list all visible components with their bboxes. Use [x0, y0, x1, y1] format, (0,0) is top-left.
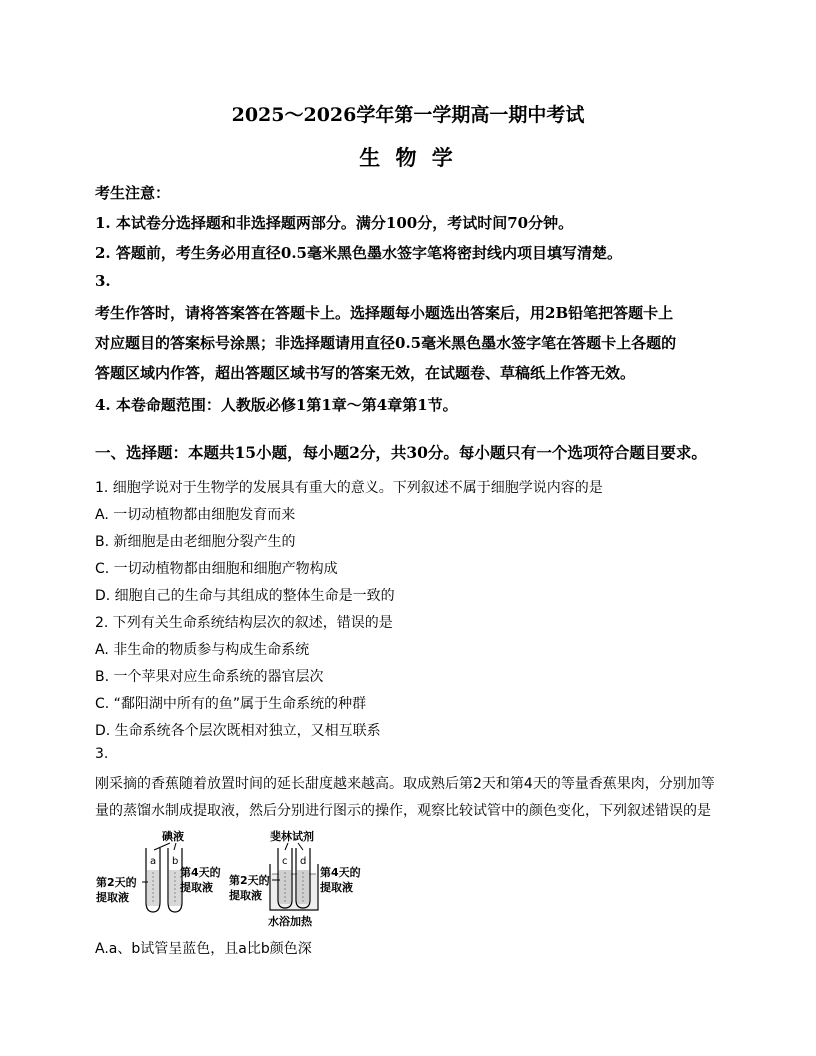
exam-title: 2025～2026学年第一学期高一期中考试 — [231, 104, 585, 126]
tube-b-label: b — [172, 856, 179, 867]
test-tube-b — [168, 848, 182, 912]
q1-option-c: C. 一切动植物都由细胞和细胞产物构成 — [95, 561, 338, 577]
right-day2-label-1: 第2天的 — [229, 874, 270, 887]
notice-item-4: 4. 本卷命题范围：人教版必修1第1章～第4章第1节。 — [95, 396, 458, 414]
tube-d-label: d — [300, 856, 307, 867]
q3-figure — [92, 826, 392, 928]
fehling-label: 斐林试剂 — [270, 830, 314, 843]
q2-option-c: C. “鄱阳湖中所有的鱼”属于生命系统的种群 — [95, 696, 367, 712]
iodine-experiment — [96, 829, 221, 912]
notice-item-3-line3: 答题区域内作答，超出答题区域书写的答案无效，在试题卷、草稿纸上作答无效。 — [95, 364, 636, 382]
water-bath-label: 水浴加热 — [268, 915, 312, 928]
right-day4-label-1: 第4天的 — [320, 866, 361, 879]
tube-a-label: a — [150, 856, 157, 867]
notice-item-3-line1: 考生作答时，请将答案答在答题卡上。选择题每小题选出答案后，用2B铅笔把答题卡上 — [95, 304, 674, 322]
q2-option-a: A. 非生命的物质参与构成生命系统 — [95, 642, 310, 658]
section-heading: 一、选择题：本题共15小题，每小题2分，共30分。每小题只有一个选项符合题目要求。 — [95, 443, 707, 462]
test-tube-d — [296, 848, 310, 908]
notice-item-2: 2. 答题前，考生务必用直径0.5毫米黑色墨水签字笔将密封线内项目填写清楚。 — [95, 244, 622, 262]
notice-item-3-number: 3. — [95, 272, 111, 290]
q3-stem-line2: 量的蒸馏水制成提取液，然后分别进行图示的操作，观察比较试管中的颜色变化，下列叙述错误的是 — [95, 803, 711, 819]
water-bath-beaker — [270, 864, 318, 910]
subject-title: 生 物 学 — [359, 145, 457, 170]
q1-option-b: B. 新细胞是由老细胞分裂产生的 — [95, 534, 296, 550]
q3-option-a: A.a、b试管呈蓝色，且a比b颜色深 — [95, 941, 312, 957]
test-tube-c — [278, 848, 292, 908]
left-day2-label-1: 第2天的 — [96, 876, 137, 889]
tube-c-label: c — [282, 856, 288, 867]
q2-stem: 2. 下列有关生命系统结构层次的叙述，错误的是 — [95, 615, 393, 631]
q3-stem-line1: 刚采摘的香蕉随着放置时间的延长甜度越来越高。取成熟后第2天和第4天的等量香蕉果肉，分别加等 — [95, 776, 715, 792]
q1-option-a: A. 一切动植物都由细胞发育而来 — [95, 507, 296, 523]
left-day2-label-2: 提取液 — [96, 891, 129, 904]
right-day4-label-2: 提取液 — [320, 881, 353, 894]
notice-heading: 考生注意： — [95, 184, 171, 202]
notice-item-1: 1. 本试卷分选择题和非选择题两部分。满分100分，考试时间70分钟。 — [95, 214, 574, 232]
right-day2-label-2: 提取液 — [229, 889, 262, 902]
q2-option-b: B. 一个苹果对应生命系统的器官层次 — [95, 669, 324, 685]
test-tube-a — [146, 848, 160, 912]
fehling-experiment — [229, 829, 361, 928]
q2-option-d: D. 生命系统各个层次既相对独立，又相互联系 — [95, 723, 381, 739]
q1-option-d: D. 细胞自己的生命与其组成的整体生命是一致的 — [95, 588, 395, 604]
left-day4-label-2: 提取液 — [180, 881, 213, 894]
left-day4-label-1: 第4天的 — [180, 866, 221, 879]
q3-number: 3. — [95, 746, 109, 762]
notice-item-3-line2: 对应题目的答案标号涂黑；非选择题请用直径0.5毫米黑色墨水签字笔在答题卡上各题的 — [95, 334, 677, 352]
iodine-label: 碘液 — [162, 830, 184, 843]
q1-stem: 1. 细胞学说对于生物学的发展具有重大的意义。下列叙述不属于细胞学说内容的是 — [95, 480, 603, 496]
